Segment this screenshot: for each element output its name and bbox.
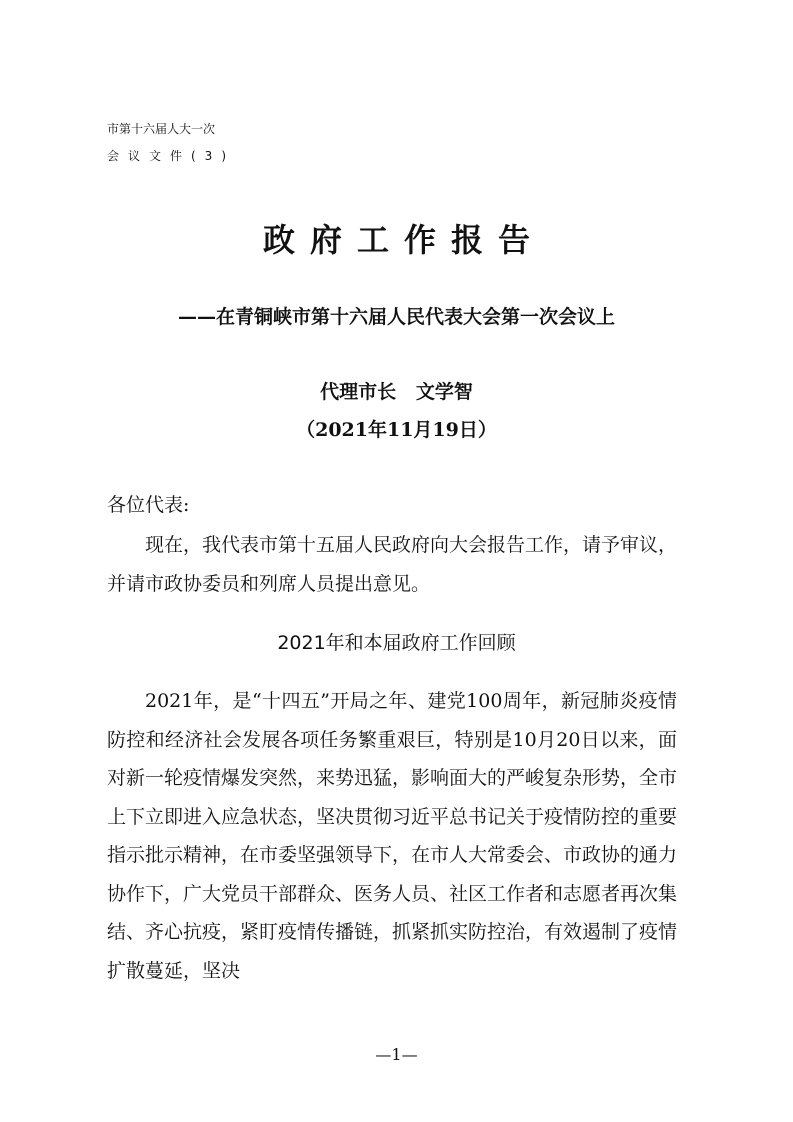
report-title: 政府工作报告: [262, 221, 545, 259]
intro-paragraph: 现在，我代表市第十五届人民政府向大会报告工作，请予审议，并请市政协委员和列席人员提出意见。: [107, 534, 678, 595]
page-number: —1—: [375, 1045, 418, 1064]
review-paragraph: 2021年，是“十四五”开局之年、建党100周年，新冠肺炎疫情防控和经济社会发展各项任务繁重艰巨，特别是10月20日以来，面对新一轮疫情爆发突然，来势迅猛，影响面大的严峻复杂形势，全市上下立即进入应急状态，坚决贯彻习近平总书记关于疫情防控的重要指示批示精神，在市委坚强领导下，在市人大常委会、市政协的通力协作下，广大党员干部群众、医务人员、社区工作者和志愿者再次集结、齐心抗疫，紧盯疫情传播链，抓紧抓实防控治，有效遏制了疫情扩散蔓延，坚决: [107, 690, 678, 982]
section-heading: 2021年和本届政府工作回顾: [277, 632, 516, 654]
document-number-label: 会议文件(3): [107, 149, 235, 163]
speaker-line: 代理市长 文学智: [320, 381, 473, 403]
salutation: 各位代表:: [107, 494, 190, 516]
report-date: （2021年11月19日）: [296, 419, 497, 441]
report-subtitle: ——在青铜峡市第十六届人民代表大会第一次会议上: [177, 306, 615, 328]
document-series-label: 市第十六届人大一次: [107, 122, 216, 136]
